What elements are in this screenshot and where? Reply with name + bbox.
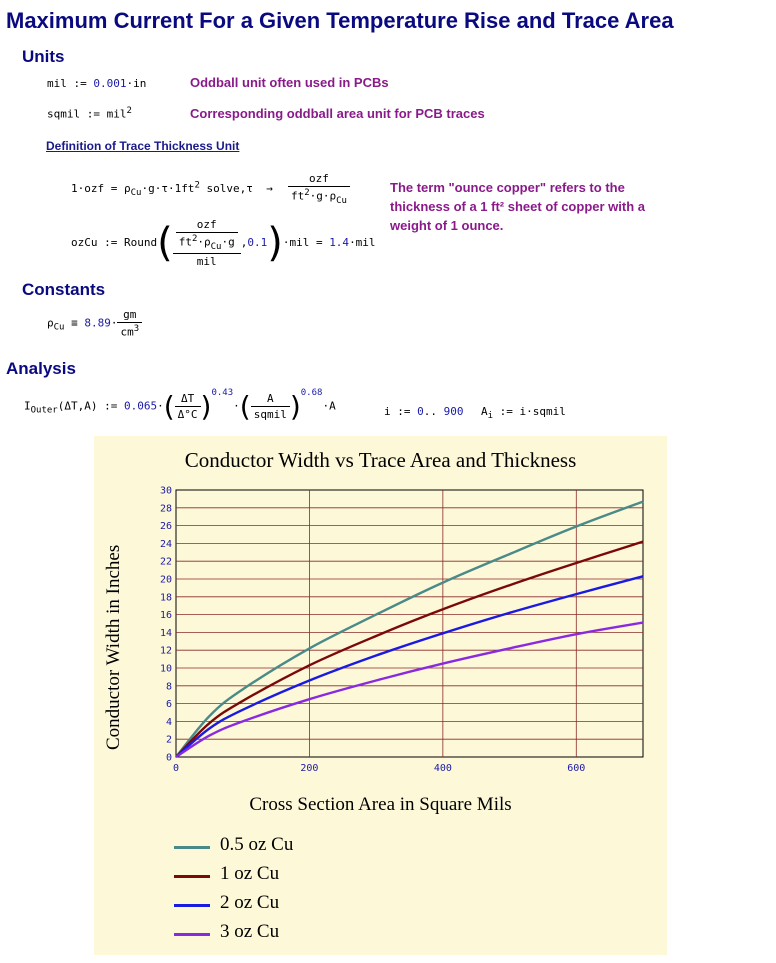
x-tick-label: 200	[300, 763, 319, 774]
exponent-2: 0.68	[300, 387, 323, 398]
section-analysis-heading: Analysis	[6, 359, 76, 378]
sqmil-definition: sqmil := mil$^2$	[47, 106, 132, 121]
formula-coefficient: 0.065	[123, 399, 158, 413]
solve-expression: $1\cdot ozf = \rho_{Cu}\cdot g\cdot\tau\cdot 1ft^2$ solve,τ → $\frac{\text{ozf}}{ft^2\cdot g\cdot\rho_{Cu}}$	[71, 172, 350, 206]
chart-plot	[94, 476, 667, 826]
y-tick-label: 6	[165, 699, 172, 711]
ozcu-round-expression: ozCu := Round( $\frac{\frac{\text{ozf}}{ft^2\cdot\rho_{Cu}\cdot g}}{\text{mil}}$ ,0.1)·mil = 1.4·mil	[71, 218, 376, 268]
range-definition: i := 0.. 900	[384, 405, 464, 418]
sqmil-lhs: sqmil	[47, 107, 81, 121]
y-tick-label: 2	[165, 734, 172, 746]
mil-unit: in	[133, 77, 147, 90]
current-formula: $I_{Outer}(\Delta T,A)$ := 0.065·( $\frac{\Delta T}{\Delta^\circ C}$ )$^{0.43}$·( $\frac{A}{\text{sqmil}}$ )$^{0.68}$·A	[24, 387, 336, 423]
x-tick-label: 400	[433, 763, 452, 774]
y-axis-title-wrap	[94, 544, 134, 751]
legend-label: 1 oz Cu	[220, 863, 280, 884]
y-tick-label: 14	[159, 627, 172, 639]
page-title: Maximum Current For a Given Temperature Rise and Trace Area	[6, 8, 674, 33]
y-tick-label: 16	[159, 610, 172, 622]
area-definition: $A_i$ := i·sqmil	[481, 405, 566, 422]
y-tick-label: 30	[159, 485, 172, 497]
mil-note: Oddball unit often used in PCBs	[190, 75, 389, 90]
y-tick-label: 4	[165, 716, 172, 728]
mil-lhs: mil	[47, 77, 67, 90]
y-axis-title: Conductor Width in Inches	[103, 544, 124, 750]
y-tick-label: 22	[159, 556, 172, 568]
x-tick-label: 600	[567, 763, 586, 774]
legend-swatch	[174, 933, 210, 936]
range-end: 900	[443, 405, 464, 418]
y-tick-label: 20	[159, 574, 172, 586]
x-tick-label: 0	[172, 763, 180, 774]
sqmil-note: Corresponding oddball area unit for PCB traces	[190, 106, 485, 121]
rho-cu-definition: $\rho_{Cu} \equiv 8.89\cdot$ $\frac{gm}{cm^3}$	[47, 308, 142, 339]
range-start: 0	[417, 405, 424, 418]
y-tick-label: 8	[165, 681, 172, 693]
y-tick-label: 26	[159, 521, 172, 533]
rho-unit-numerator: gm	[117, 308, 142, 323]
section-constants-heading: Constants	[22, 280, 106, 299]
legend-swatch	[174, 875, 210, 878]
legend-label: 3 oz Cu	[220, 921, 280, 942]
ozcu-result: 1.4	[329, 235, 350, 249]
sqmil-exponent: 2	[126, 106, 132, 116]
rho-cu-value: 8.89	[84, 316, 111, 330]
chart-title: Conductor Width vs Trace Area and Thickness	[184, 448, 577, 472]
y-tick-label: 12	[159, 645, 172, 657]
chart-container	[94, 436, 667, 955]
x-axis-title: Cross Section Area in Square Mils	[249, 794, 512, 815]
mil-definition: mil := 0.001·in	[47, 77, 147, 90]
ounce-copper-note: The term "ounce copper" refers to the thickness of a 1 ft² sheet of copper with a weight of 1 ounce.	[390, 180, 645, 233]
legend-label: 0.5 oz Cu	[220, 834, 294, 855]
y-tick-label: 18	[159, 592, 172, 604]
round-digits: 0.1	[247, 235, 268, 249]
y-tick-label: 10	[159, 663, 172, 675]
legend-swatch	[174, 904, 210, 907]
sqmil-rhs: mil	[106, 107, 127, 121]
mil-value: 0.001	[93, 77, 127, 90]
exponent-1: 0.43	[211, 387, 234, 398]
section-units-heading: Units	[22, 47, 65, 66]
y-tick-label: 24	[159, 538, 172, 550]
y-tick-label: 0	[165, 752, 172, 764]
legend-swatch	[174, 846, 210, 849]
legend-label: 2 oz Cu	[220, 892, 280, 913]
y-tick-label: 28	[159, 503, 172, 515]
trace-thickness-link[interactable]: Definition of Trace Thickness Unit	[46, 139, 240, 153]
